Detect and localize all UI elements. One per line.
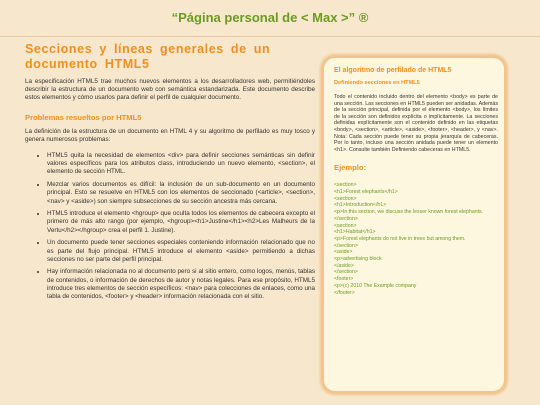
code-example <box>334 182 498 296</box>
problems-list <box>25 152 315 301</box>
code-line: </section> <box>334 215 358 222</box>
code-line: <p>advertising block <box>334 256 382 263</box>
list-item: • Mezclar varios documentos es difícil: la inclusión de un sub-documento en un documento principal. Esto se resuelve en HTML5 con los elementos de seccionado (<article>, <section>, <nav> y <aside>) son siempre subsecciones de su sección ancestra más cercana. <box>47 181 315 206</box>
code-line: <section> <box>334 195 357 202</box>
problems-subheading: Problemas resueltos por HTML5 <box>25 112 142 122</box>
intro-paragraph: La especificación HTML5 trae muchos nuevos elementos a los desarrolladores web, permitiéndoles describir la estructura de un documento web con semántica estandarizada. Este documento describe estos elementos y cómo usarlos para definir el perfil de cualquier documento. <box>25 78 315 102</box>
aside-title: El algoritmo de perfilado de HTML5 <box>334 67 452 74</box>
code-line: <h1>Forest elephants</h1> <box>334 189 398 196</box>
code-line: <footer> <box>334 276 354 283</box>
list-item: • Hay información relacionada no al documento pero si al sitio entero, como logos, menús, tablas de contenidos, o información de derechos de autor y notas legales. Para ese propósito, HTML5 introduce tres elementos de sección específicos: <nav> para colecciones de enlaces, como una tabla de contenidos, <footer> y <header> información relacionada con el sitio. <box>47 268 315 301</box>
code-line: <h1>Introduction</h1> <box>334 202 387 209</box>
page-title: “Página personal de < Max >” ® <box>171 10 369 25</box>
code-line: </footer> <box>334 289 355 296</box>
list-item: • Un documento puede tener secciones especiales conteniendo información relacionado que no es parte del flujo principal. HTML5 introduce el elemento <aside> permitiendo a dichas secciones no ser parte del perfil principal. <box>47 239 315 264</box>
page-header <box>0 0 540 37</box>
code-line: </section> <box>334 269 358 276</box>
aside-panel <box>323 57 505 392</box>
code-line: </aside> <box>334 262 354 269</box>
list-item: • HTML5 introduce el elemento <hgroup> que oculta todos los elementos de cabecera excepto el primero de más alto rango (por ejemplo, <hgroup><h1>Justine</h1><h2>Les Malheurs de la Vertu</h2></hgroup> crea el perfil 1. Justine). <box>47 210 315 235</box>
problems-intro-paragraph: La definición de la estructura de un documento en HTML 4 y su algoritmo de perfilado es muy tosco y genera numerosos problemas: <box>25 127 315 143</box>
list-item: • HTML5 quita la necesidad de elementos <div> para definir secciones semánticas sin definir valores específicos para los atributos class, introduciendo un nuevo elemento, <section>, el elemento de sección HTML. <box>47 152 315 177</box>
code-line: <h1>Habitat</h1> <box>334 229 376 236</box>
main-content <box>25 42 315 306</box>
code-line: <p>(c) 2010 The Example company <box>334 282 417 289</box>
main-heading: Secciones y líneas generales de un documento HTML5 <box>25 42 271 71</box>
code-line: <p>Forest elephants do not live in trees but among them. <box>334 235 466 242</box>
code-line: <aside> <box>334 249 353 256</box>
code-line: </section> <box>334 242 358 249</box>
example-label: Ejemplo: <box>334 163 367 173</box>
code-line: <section> <box>334 222 357 229</box>
aside-subtitle: Definiendo secciones en HTML5 <box>334 80 420 86</box>
code-line: <section> <box>334 182 357 189</box>
code-line: <p>In this section, we discuss the lesser known forest elephants. <box>334 209 484 216</box>
aside-body: Todo el contenido incluido dentro del elemento <body> es parte de una sección. Las secciones en HTML5 pueden ser anidadas. Además de la sección principal, definida por el elemento <body>, los límites de la sección son definidos explícita o implícitamente. La secciones definidas explícitamente son el contenido definido en las etiquetas <body>, <section>, <article>, <aside>, <footer>, <header>, y <nav>. Nota: Cada sección puede tener su propia jerarquía de cabeceras. Por lo tanto, incluso una sección anidada puede tener un elemento <h1>. Consulte también Definiendo cabeceras en HTML5. <box>334 94 499 153</box>
